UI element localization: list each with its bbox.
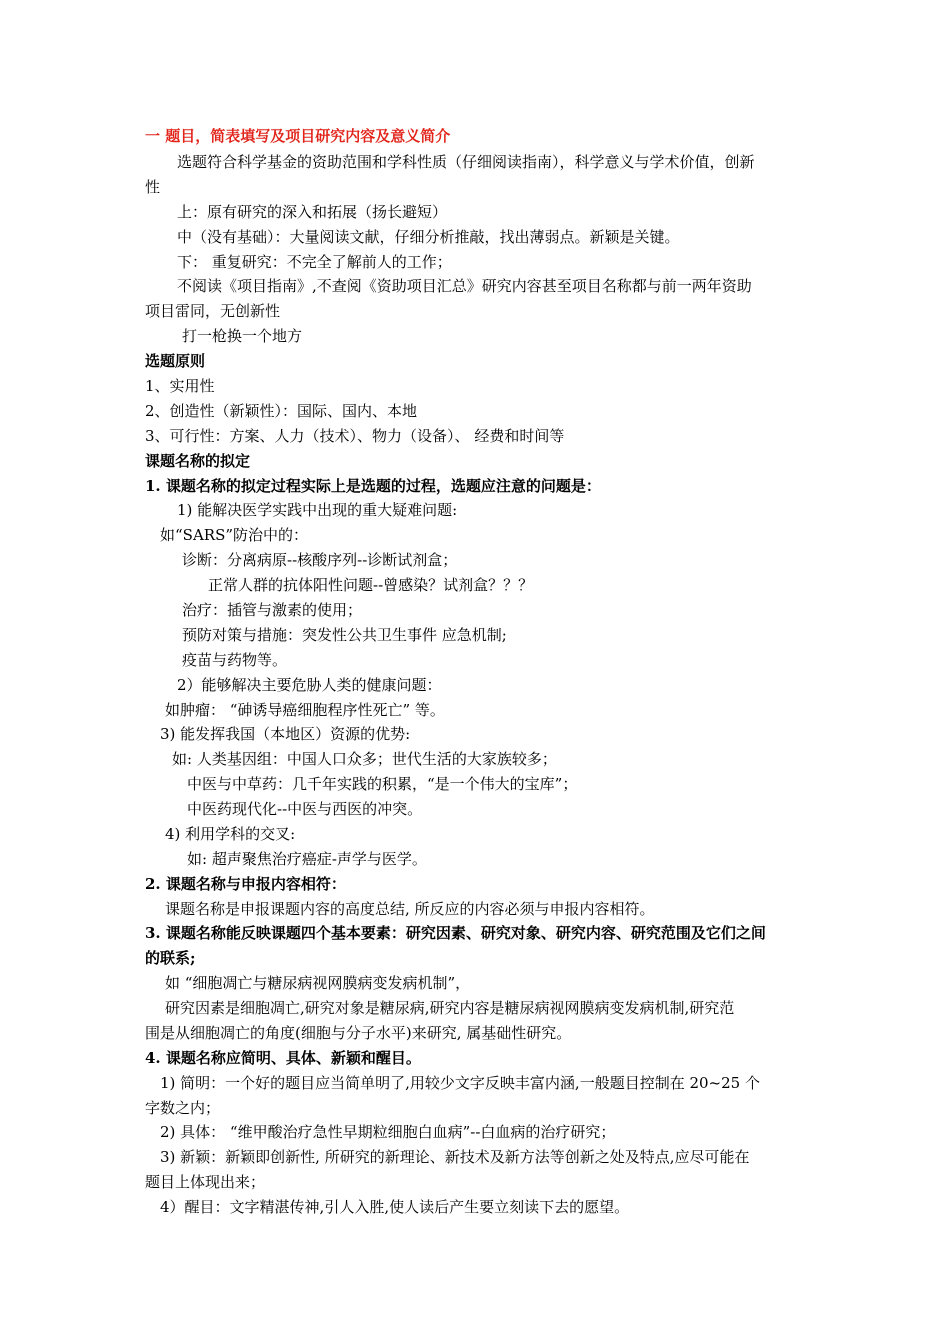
paragraph-line: 题目上体现出来； (145, 1173, 266, 1191)
list-item: 1) 能解决医学实践中出现的重大疑难问题: (177, 501, 458, 519)
paragraph-line: 性 (145, 178, 161, 196)
subheading: 1. 课题名称的拟定过程实际上是选题的过程，选题应注意的问题是： (145, 477, 601, 495)
paragraph-line: 打一枪换一个地方 (182, 327, 303, 345)
paragraph-line: 字数之内； (145, 1099, 221, 1117)
paragraph-line: 研究因素是细胞凋亡,研究对象是糖尿病,研究内容是糖尿病视网膜病变发病机制,研究范 (165, 999, 735, 1017)
paragraph-line: 疫苗与药物等。 (182, 651, 288, 669)
subheading: 课题名称的拟定 (145, 452, 251, 470)
paragraph-line: 如“SARS”防治中的： (160, 526, 309, 544)
list-item: 1) 简明：一个好的题目应当简单明了,用较少文字反映丰富内涵,一般题目控制在 20~25 个 (160, 1074, 760, 1092)
paragraph-line: 如肿瘤： “砷诱导癌细胞程序性死亡” 等。 (165, 701, 445, 719)
list-item: 3、可行性：方案、人力（技术）、物力（设备）、 经费和时间等 (145, 427, 565, 445)
paragraph-line: 预防对策与措施：突发性公共卫生事件 应急机制; (182, 626, 507, 644)
paragraph-line: 如: 人类基因组：中国人口众多；世代生活的大家族较多； (172, 750, 557, 768)
list-item: 2、创造性（新颖性）：国际、国内、本地 (145, 402, 418, 420)
subheading: 选题原则 (145, 352, 206, 370)
list-item: 3) 新颖：新颖即创新性, 所研究的新理论、新技术及新方法等创新之处及特点,应尽可能在 (160, 1148, 750, 1166)
list-item: 2）能够解决主要危胁人类的健康问题： (177, 676, 442, 694)
paragraph-line: 中（没有基础）：大量阅读文献，仔细分析推敲，找出薄弱点。新颖是关键。 (177, 228, 680, 246)
paragraph-line: 下： 重复研究：不完全了解前人的工作； (177, 253, 452, 271)
list-item: 1、实用性 (145, 377, 215, 395)
paragraph-line: 不阅读《项目指南》,不查阅《资助项目汇总》研究内容甚至项目名称都与前一两年资助 (177, 277, 752, 295)
paragraph-line: 正常人群的抗体阳性问题--曾感染？试剂盒？？？ (208, 576, 534, 594)
section-heading: 一 题目，简表填写及项目研究内容及意义简介 (145, 127, 451, 145)
list-item: 4) 利用学科的交叉: (165, 825, 296, 843)
paragraph-line: 课题名称是申报课题内容的高度总结, 所反应的内容必须与申报内容相符。 (165, 900, 655, 918)
paragraph-line: 围是从细胞凋亡的角度(细胞与分子水平)来研究, 属基础性研究。 (145, 1024, 572, 1042)
list-item: 2) 具体： “维甲酸治疗急性早期粒细胞白血病”--白血病的治疗研究； (160, 1123, 616, 1141)
list-item: 4）醒目：文字精湛传神,引人入胜,使人读后产生要立刻读下去的愿望。 (160, 1198, 630, 1216)
paragraph-line: 如: 超声聚焦治疗癌症-声学与医学。 (187, 850, 427, 868)
paragraph-line: 如 “细胞凋亡与糖尿病视网膜病变发病机制”， (165, 974, 471, 992)
list-item: 3) 能发挥我国（本地区）资源的优势: (160, 725, 411, 743)
paragraph-line: 治疗：插管与激素的使用； (182, 601, 363, 619)
subheading: 2. 课题名称与申报内容相符： (145, 875, 346, 893)
paragraph-line: 诊断：分离病原--核酸序列--诊断试剂盒； (182, 551, 458, 569)
subheading: 的联系; (145, 949, 196, 967)
subheading: 4. 课题名称应简明、具体、新颖和醒目。 (145, 1049, 421, 1067)
paragraph-line: 中医与中草药：几千年实践的积累，“是一个伟大的宝库”； (187, 775, 578, 793)
paragraph-line: 选题符合科学基金的资助范围和学科性质（仔细阅读指南），科学意义与学术价值，创新 (177, 153, 755, 171)
subheading: 3. 课题名称能反映课题四个基本要素：研究因素、研究对象、研究内容、研究范围及它们之间 (145, 924, 766, 942)
paragraph-line: 上：原有研究的深入和拓展（扬长避短） (177, 203, 448, 221)
paragraph-line: 中医药现代化--中医与西医的冲突。 (187, 800, 423, 818)
paragraph-line: 项目雷同，无创新性 (145, 302, 281, 320)
